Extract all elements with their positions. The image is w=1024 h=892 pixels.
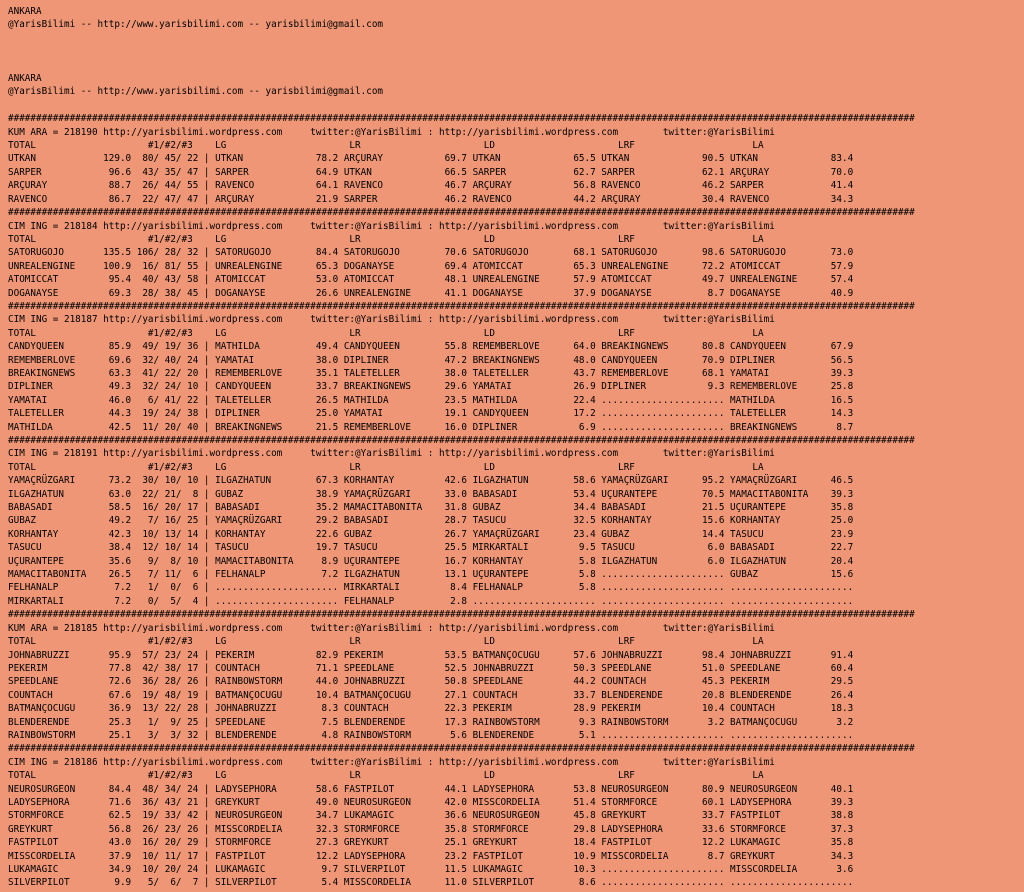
result-row: SARPER 96.6 43/ 35/ 47 | SARPER 64.9 UTKAN 66.5 SARPER 62.7 SARPER 62.1 ARÇURAY 70.0 <box>8 166 854 178</box>
result-row: MATHILDA 42.5 11/ 20/ 40 | BREAKINGNEWS 21.5 REMEMBERLOVE 16.0 DIPLINER 6.9 ...................... BREAKINGNEWS 8.7 <box>8 421 854 433</box>
result-row: LUKAMAGIC 34.9 10/ 20/ 24 | LUKAMAGIC 9.7 SILVERPILOT 11.5 LUKAMAGIC 10.3 ...................... MISSCORDELIA 3.6 <box>8 864 854 875</box>
result-row: REMEMBERLOVE 69.6 32/ 40/ 24 | YAMATAI 38.0 DIPLINER 47.2 BREAKINGNEWS 48.0 CANDYQUEEN 70.9 DIPLINER 56.5 <box>8 354 854 366</box>
column-header-row: TOTAL #1/#2/#3 LG LR LD LRF LA <box>8 327 764 339</box>
race-header: KUM ARA = 218185 http://yarisbilimi.wordpress.com twitter:@YarisBilimi : http://yarisbilimi.wordpress.com twitter:@YarisBilimi <box>8 622 775 634</box>
result-row: ATOMICCAT 95.4 40/ 43/ 58 | ATOMICCAT 53.0 ATOMICCAT 48.1 UNREALENGINE 57.9 ATOMICCAT 49.7 UNREALENGINE 57.4 <box>8 274 854 286</box>
result-row: LADYSEPHORA 71.6 36/ 43/ 21 | GREYKURT 49.0 NEUROSURGEON 42.0 MISSCORDELIA 51.4 STORMFORCE 60.1 LADYSEPHORA 39.3 <box>8 796 854 808</box>
separator-line: ################################################################################################################################################################## <box>8 300 915 312</box>
column-header-row: TOTAL #1/#2/#3 LG LR LD LRF LA <box>8 140 764 152</box>
result-row: COUNTACH 67.6 19/ 48/ 19 | BATMANÇOCUGU 10.4 BATMANÇOCUGU 27.1 COUNTACH 33.7 BLENDERENDE 20.8 BLENDERENDE 26.4 <box>8 689 854 701</box>
contact-line: @YarisBilimi -- http://www.yarisbilimi.com -- yarisbilimi@gmail.com <box>8 19 384 31</box>
separator-line: ################################################################################################################################################################## <box>8 435 915 446</box>
result-row: SATORUGOJO 135.5 106/ 28/ 32 | SATORUGOJO 84.4 SATORUGOJO 70.6 SATORUGOJO 68.1 SATORUGOJO 98.6 SATORUGOJO 73.0 <box>8 247 854 259</box>
result-row: BLENDERENDE 25.3 1/ 9/ 25 | SPEEDLANE 7.5 BLENDERENDE 17.3 RAINBOWSTORM 9.3 RAINBOWSTORM 3.2 BATMANÇOCUGU 3.2 <box>8 716 854 728</box>
race-header: KUM ARA = 218190 http://yarisbilimi.wordpress.com twitter:@YarisBilimi : http://yarisbilimi.wordpress.com twitter:@YarisBilimi <box>8 126 775 138</box>
result-row: ILGAZHATUN 63.0 22/ 21/ 8 | GUBAZ 38.9 YAMAÇRÜZGARI 33.0 BABASADI 53.4 UÇURANTEPE 70.5 MAMACITABONITA 39.3 <box>8 488 854 500</box>
contact-line: @YarisBilimi -- http://www.yarisbilimi.com -- yarisbilimi@gmail.com <box>8 86 384 98</box>
column-header-row: TOTAL #1/#2/#3 LG LR LD LRF LA <box>8 233 764 245</box>
blank-line <box>8 32 1024 45</box>
result-row: CANDYQUEEN 85.9 49/ 19/ 36 | MATHILDA 49.4 CANDYQUEEN 55.8 REMEMBERLOVE 64.0 BREAKINGNEWS 80.8 CANDYQUEEN 67.9 <box>8 341 854 353</box>
result-row: FELHANALP 7.2 1/ 0/ 6 | ...................... MIRKARTALI 8.4 FELHANALP 5.8 ...................... ...................... <box>8 582 854 594</box>
result-row: GUBAZ 49.2 7/ 16/ 25 | YAMAÇRÜZGARI 29.2 BABASADI 28.7 TASUCU 32.5 KORHANTAY 15.6 KORHANTAY 25.0 <box>8 515 854 527</box>
result-row: YAMAÇRÜZGARI 73.2 30/ 10/ 10 | ILGAZHATUN 67.3 KORHANTAY 42.6 ILGAZHATUN 58.6 YAMAÇRÜZGARI 95.2 YAMAÇRÜZGARI 46.5 <box>8 475 854 487</box>
result-row: MAMACITABONITA 26.5 7/ 11/ 6 | FELHANALP 7.2 ILGAZHATUN 13.1 UÇURANTEPE 5.8 ...................... GUBAZ 15.6 <box>8 569 854 581</box>
result-row: BATMANÇOCUGU 36.9 13/ 22/ 28 | JOHNABRUZZI 8.3 COUNTACH 22.3 PEKERIM 28.9 PEKERIM 10.4 COUNTACH 18.3 <box>8 703 854 715</box>
separator-line: ################################################################################################################################################################## <box>8 609 915 621</box>
result-row: RAVENCO 86.7 22/ 47/ 47 | ARÇURAY 21.9 SARPER 46.2 RAVENCO 44.2 ARÇURAY 30.4 RAVENCO 34.3 <box>8 193 854 205</box>
result-row: NEUROSURGEON 84.4 48/ 34/ 24 | LADYSEPHORA 58.6 FASTPILOT 44.1 LADYSEPHORA 53.8 NEUROSURGEON 80.9 NEUROSURGEON 40.1 <box>8 783 854 795</box>
result-row: FASTPILOT 43.0 16/ 20/ 29 | STORMFORCE 27.3 GREYKURT 25.1 GREYKURT 18.4 FASTPILOT 12.2 LUKAMAGIC 35.8 <box>8 837 854 849</box>
blank-line <box>8 45 1024 58</box>
result-row: PEKERIM 77.8 42/ 38/ 17 | COUNTACH 71.1 SPEEDLANE 52.5 JOHNABRUZZI 50.3 SPEEDLANE 51.0 SPEEDLANE 60.4 <box>8 662 854 674</box>
result-row: TALETELLER 44.3 19/ 24/ 38 | DIPLINER 25.0 YAMATAI 19.1 CANDYQUEEN 17.2 ...................... TALETELLER 14.3 <box>8 408 854 420</box>
race-header: CIM ING = 218191 http://yarisbilimi.wordpress.com twitter:@YarisBilimi : http://yarisbilimi.wordpress.com twitter:@YarisBilimi <box>8 448 775 460</box>
result-row: YAMATAI 46.0 6/ 41/ 22 | TALETELLER 26.5 MATHILDA 23.5 MATHILDA 22.4 ...................... MATHILDA 16.5 <box>8 394 854 406</box>
result-row: ARÇURAY 88.7 26/ 44/ 55 | RAVENCO 64.1 RAVENCO 46.7 ARÇURAY 56.8 RAVENCO 46.2 SARPER 41.4 <box>8 180 854 192</box>
result-row: KORHANTAY 42.3 10/ 13/ 14 | KORHANTAY 22.6 GUBAZ 26.7 YAMAÇRÜZGARI 23.4 GUBAZ 14.4 TASUCU 23.9 <box>8 528 854 540</box>
separator-line: ################################################################################################################################################################## <box>8 207 915 219</box>
city-title: ANKARA <box>8 6 42 17</box>
column-header-row: TOTAL #1/#2/#3 LG LR LD LRF LA <box>8 636 764 648</box>
column-header-row: TOTAL #1/#2/#3 LG LR LD LRF LA <box>8 461 764 473</box>
race-header: CIM ING = 218186 http://yarisbilimi.wordpress.com twitter:@YarisBilimi : http://yarisbilimi.wordpress.com twitter:@YarisBilimi <box>8 756 775 768</box>
result-row: TASUCU 38.4 12/ 10/ 14 | TASUCU 19.7 TASUCU 25.5 MIRKARTALI 9.5 TASUCU 6.0 BABASADI 22.7 <box>8 542 854 554</box>
race-header: CIM ING = 218187 http://yarisbilimi.wordpress.com twitter:@YarisBilimi : http://yarisbilimi.wordpress.com twitter:@YarisBilimi <box>8 314 775 326</box>
result-row: BREAKINGNEWS 63.3 41/ 22/ 20 | REMEMBERLOVE 35.1 TALETELLER 38.0 TALETELLER 43.7 REMEMBERLOVE 68.1 YAMATAI 39.3 <box>8 367 854 379</box>
city-title: ANKARA <box>8 73 42 85</box>
result-row: UNREALENGINE 100.9 16/ 81/ 55 | UNREALENGINE 65.3 DOGANAYSE 69.4 ATOMICCAT 65.3 UNREALENGINE 72.2 ATOMICCAT 57.9 <box>8 260 854 272</box>
result-row: DIPLINER 49.3 32/ 24/ 10 | CANDYQUEEN 33.7 BREAKINGNEWS 29.6 YAMATAI 26.9 DIPLINER 9.3 REMEMBERLOVE 25.8 <box>8 381 854 393</box>
race-header: CIM ING = 218184 http://yarisbilimi.wordpress.com twitter:@YarisBilimi : http://yarisbilimi.wordpress.com twitter:@YarisBilimi <box>8 220 775 232</box>
result-row: RAINBOWSTORM 25.1 3/ 3/ 32 | BLENDERENDE 4.8 RAINBOWSTORM 5.6 BLENDERENDE 5.1 ...................... ...................... <box>8 729 854 741</box>
blank-line <box>8 99 1024 112</box>
result-row: DOGANAYSE 69.3 28/ 38/ 45 | DOGANAYSE 26.6 UNREALENGINE 41.1 DOGANAYSE 37.9 DOGANAYSE 8.7 DOGANAYSE 40.9 <box>8 287 854 299</box>
result-row: SILVERPILOT 9.9 5/ 6/ 7 | SILVERPILOT 5.4 MISSCORDELIA 11.0 SILVERPILOT 8.6 ...................... ...................... <box>8 877 854 889</box>
result-row: MIRKARTALI 7.2 0/ 5/ 4 | ...................... FELHANALP 2.8 ...................... ...................... ...................... <box>8 595 854 607</box>
blank-line <box>8 59 1024 72</box>
column-header-row: TOTAL #1/#2/#3 LG LR LD LRF LA <box>8 770 764 782</box>
separator-line: ################################################################################################################################################################## <box>8 113 915 125</box>
result-row: MISSCORDELIA 37.9 10/ 11/ 17 | FASTPILOT 12.2 LADYSEPHORA 23.2 FASTPILOT 10.9 MISSCORDELIA 8.7 GREYKURT 34.3 <box>8 850 854 862</box>
result-row: UÇURANTEPE 35.6 9/ 8/ 10 | MAMACITABONITA 8.9 UÇURANTEPE 16.7 KORHANTAY 5.8 ILGAZHATUN 6.0 ILGAZHATUN 20.4 <box>8 555 854 567</box>
result-row: JOHNABRUZZI 95.9 57/ 23/ 24 | PEKERIM 82.9 PEKERIM 53.5 BATMANÇOCUGU 57.6 JOHNABRUZZI 98.4 JOHNABRUZZI 91.4 <box>8 649 854 661</box>
result-row: BABASADI 58.5 16/ 20/ 17 | BABASADI 35.2 MAMACITABONITA 31.8 GUBAZ 34.4 BABASADI 21.5 UÇURANTEPE 35.8 <box>8 502 854 514</box>
result-row: UTKAN 129.0 80/ 45/ 22 | UTKAN 78.2 ARÇURAY 69.7 UTKAN 65.5 UTKAN 90.5 UTKAN 83.4 <box>8 153 854 165</box>
result-row: GREYKURT 56.8 26/ 23/ 26 | MISSCORDELIA 32.3 STORMFORCE 35.8 STORMFORCE 29.8 LADYSEPHORA 33.6 STORMFORCE 37.3 <box>8 823 854 835</box>
result-row: SPEEDLANE 72.6 36/ 28/ 26 | RAINBOWSTORM 44.0 JOHNABRUZZI 50.8 SPEEDLANE 44.2 COUNTACH 45.3 PEKERIM 29.5 <box>8 676 854 688</box>
result-row: STORMFORCE 62.5 19/ 33/ 42 | NEUROSURGEON 34.7 LUKAMAGIC 36.6 NEUROSURGEON 45.8 GREYKURT 33.7 FASTPILOT 38.8 <box>8 810 854 822</box>
separator-line: ################################################################################################################################################################## <box>8 743 915 755</box>
